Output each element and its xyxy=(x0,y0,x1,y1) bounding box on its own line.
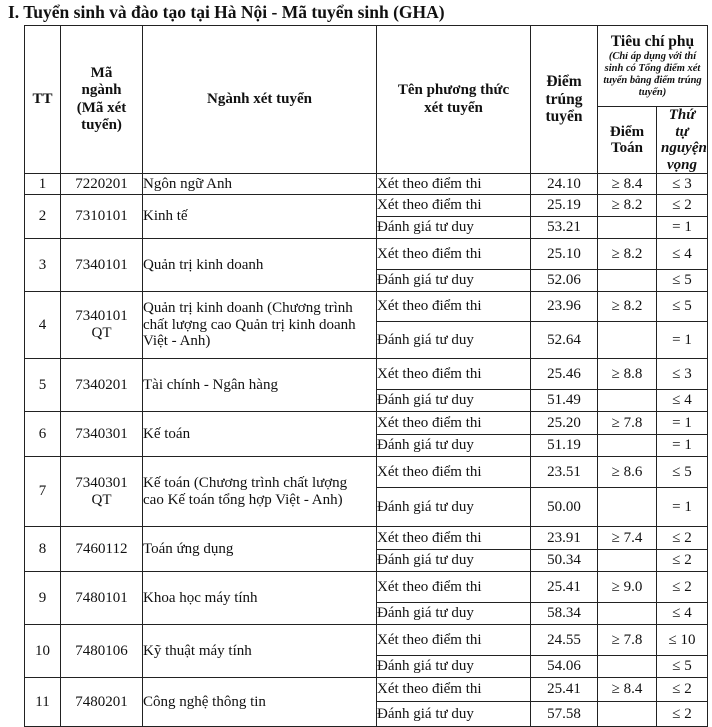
row-method: Đánh giá tư duy xyxy=(377,390,531,412)
row-tt: 5 xyxy=(25,359,61,412)
row-method: Đánh giá tư duy xyxy=(377,435,531,457)
table-row xyxy=(25,174,708,195)
row-method: Đánh giá tư duy xyxy=(377,550,531,572)
row-method: Đánh giá tư duy xyxy=(377,656,531,678)
header-code: Mã ngành (Mã xét tuyển) xyxy=(61,26,143,174)
row-math xyxy=(598,435,657,457)
criteria-note: (Chỉ áp dụng với thí sinh có Tổng điểm xét tuyển bằng điểm trúng tuyển) xyxy=(603,50,702,98)
row-method: Xét theo điểm thi xyxy=(377,572,531,603)
page-title: I. Tuyển sinh và đào tạo tại Hà Nội - Mã tuyển sinh (GHA) xyxy=(8,2,445,22)
row-major: Tài chính - Ngân hàng xyxy=(143,359,377,412)
row-method: Xét theo điểm thi xyxy=(377,359,531,390)
row-tt: 2 xyxy=(25,195,61,239)
row-score: 51.49 xyxy=(531,390,598,412)
row-code: 7220201 xyxy=(61,174,143,195)
row-priority: ≤ 4 xyxy=(657,603,708,625)
row-priority: ≤ 5 xyxy=(657,656,708,678)
row-method: Đánh giá tư duy xyxy=(377,702,531,727)
row-math: ≥ 7.8 xyxy=(598,412,657,435)
row-priority: ≤ 4 xyxy=(657,390,708,412)
row-priority: ≤ 4 xyxy=(657,239,708,270)
row-score: 25.46 xyxy=(531,359,598,390)
row-major: Kinh tế xyxy=(143,195,377,239)
row-priority: ≤ 2 xyxy=(657,550,708,572)
row-score: 53.21 xyxy=(531,217,598,239)
row-math: ≥ 8.4 xyxy=(598,174,657,195)
row-major: Công nghệ thông tin xyxy=(143,678,377,727)
row-priority: ≤ 2 xyxy=(657,702,708,727)
row-method: Xét theo điểm thi xyxy=(377,174,531,195)
row-method: Xét theo điểm thi xyxy=(377,457,531,488)
table-row xyxy=(25,527,708,550)
row-method: Xét theo điểm thi xyxy=(377,292,531,322)
row-priority: = 1 xyxy=(657,217,708,239)
row-code: 7340301 QT xyxy=(61,457,143,527)
table-row xyxy=(25,239,708,270)
row-major: Toán ứng dụng xyxy=(143,527,377,572)
row-method: Đánh giá tư duy xyxy=(377,322,531,359)
row-priority: = 1 xyxy=(657,412,708,435)
table-row xyxy=(25,457,708,488)
row-major: Kế toán xyxy=(143,412,377,457)
row-priority: = 1 xyxy=(657,488,708,527)
row-priority: ≤ 2 xyxy=(657,678,708,702)
row-score: 51.19 xyxy=(531,435,598,457)
row-math xyxy=(598,322,657,359)
row-score: 58.34 xyxy=(531,603,598,625)
row-math: ≥ 7.4 xyxy=(598,527,657,550)
row-score: 23.51 xyxy=(531,457,598,488)
row-method: Xét theo điểm thi xyxy=(377,239,531,270)
row-major: Quản trị kinh doanh (Chương trình chất lượng cao Quản trị kinh doanh Việt - Anh) xyxy=(143,292,377,359)
row-code: 7480106 xyxy=(61,625,143,678)
row-math: ≥ 9.0 xyxy=(598,572,657,603)
row-code: 7460112 xyxy=(61,527,143,572)
row-tt: 9 xyxy=(25,572,61,625)
row-score: 25.41 xyxy=(531,678,598,702)
row-score: 57.58 xyxy=(531,702,598,727)
header-math: Điểm Toán xyxy=(598,107,657,174)
row-method: Xét theo điểm thi xyxy=(377,678,531,702)
row-method: Đánh giá tư duy xyxy=(377,270,531,292)
row-method: Xét theo điểm thi xyxy=(377,527,531,550)
row-major: Kế toán (Chương trình chất lượng cao Kế toán tổng hợp Việt - Anh) xyxy=(143,457,377,527)
row-math: ≥ 7.8 xyxy=(598,625,657,656)
row-score: 24.10 xyxy=(531,174,598,195)
row-math: ≥ 8.4 xyxy=(598,678,657,702)
row-score: 52.06 xyxy=(531,270,598,292)
row-priority: ≤ 10 xyxy=(657,625,708,656)
row-method: Đánh giá tư duy xyxy=(377,603,531,625)
table-row xyxy=(25,412,708,435)
row-priority: ≤ 2 xyxy=(657,572,708,603)
row-code: 7310101 xyxy=(61,195,143,239)
row-tt: 8 xyxy=(25,527,61,572)
row-math xyxy=(598,603,657,625)
row-math xyxy=(598,270,657,292)
row-code: 7340301 xyxy=(61,412,143,457)
row-score: 23.96 xyxy=(531,292,598,322)
row-math xyxy=(598,390,657,412)
row-priority: ≤ 5 xyxy=(657,292,708,322)
row-tt: 10 xyxy=(25,625,61,678)
row-priority: ≤ 5 xyxy=(657,457,708,488)
row-score: 25.41 xyxy=(531,572,598,603)
row-score: 25.19 xyxy=(531,195,598,217)
row-method: Xét theo điểm thi xyxy=(377,625,531,656)
row-math: ≥ 8.6 xyxy=(598,457,657,488)
row-math xyxy=(598,217,657,239)
row-major: Ngôn ngữ Anh xyxy=(143,174,377,195)
row-priority: ≤ 3 xyxy=(657,359,708,390)
row-major: Quản trị kinh doanh xyxy=(143,239,377,292)
row-math xyxy=(598,488,657,527)
row-code: 7480201 xyxy=(61,678,143,727)
header-method: Tên phương thức xét tuyển xyxy=(377,26,531,174)
row-code: 7480101 xyxy=(61,572,143,625)
row-tt: 6 xyxy=(25,412,61,457)
header-score: Điểm trúng tuyển xyxy=(531,26,598,174)
row-method: Đánh giá tư duy xyxy=(377,488,531,527)
row-score: 24.55 xyxy=(531,625,598,656)
row-method: Đánh giá tư duy xyxy=(377,217,531,239)
row-method: Xét theo điểm thi xyxy=(377,195,531,217)
table-row xyxy=(25,292,708,322)
criteria-title: Tiêu chí phụ xyxy=(610,32,695,50)
row-score: 23.91 xyxy=(531,527,598,550)
row-tt: 7 xyxy=(25,457,61,527)
row-score: 25.10 xyxy=(531,239,598,270)
row-score: 50.00 xyxy=(531,488,598,527)
row-major: Khoa học máy tính xyxy=(143,572,377,625)
row-priority: ≤ 2 xyxy=(657,527,708,550)
row-code: 7340101 xyxy=(61,239,143,292)
row-code: 7340201 xyxy=(61,359,143,412)
row-tt: 3 xyxy=(25,239,61,292)
row-math: ≥ 8.2 xyxy=(598,239,657,270)
table-body xyxy=(25,174,708,727)
row-math: ≥ 8.8 xyxy=(598,359,657,390)
row-priority: ≤ 5 xyxy=(657,270,708,292)
row-priority: = 1 xyxy=(657,435,708,457)
row-priority: ≤ 2 xyxy=(657,195,708,217)
row-code: 7340101 QT xyxy=(61,292,143,359)
header-priority: Thứ tự nguyện vọng xyxy=(657,107,708,174)
row-score: 52.64 xyxy=(531,322,598,359)
row-math: ≥ 8.2 xyxy=(598,195,657,217)
table-row xyxy=(25,625,708,656)
row-tt: 11 xyxy=(25,678,61,727)
admission-table xyxy=(24,25,708,727)
row-priority: = 1 xyxy=(657,322,708,359)
row-major: Kỹ thuật máy tính xyxy=(143,625,377,678)
header-tt: TT xyxy=(25,26,61,174)
row-math xyxy=(598,702,657,727)
row-score: 50.34 xyxy=(531,550,598,572)
row-math xyxy=(598,550,657,572)
table-row xyxy=(25,195,708,217)
row-method: Xét theo điểm thi xyxy=(377,412,531,435)
row-tt: 1 xyxy=(25,174,61,195)
header-criteria xyxy=(598,26,708,107)
row-tt: 4 xyxy=(25,292,61,359)
table-row xyxy=(25,678,708,702)
row-math: ≥ 8.2 xyxy=(598,292,657,322)
row-score: 54.06 xyxy=(531,656,598,678)
header-major: Ngành xét tuyển xyxy=(143,26,377,174)
table-row xyxy=(25,359,708,390)
row-math xyxy=(598,656,657,678)
row-priority: ≤ 3 xyxy=(657,174,708,195)
row-score: 25.20 xyxy=(531,412,598,435)
table-row xyxy=(25,572,708,603)
